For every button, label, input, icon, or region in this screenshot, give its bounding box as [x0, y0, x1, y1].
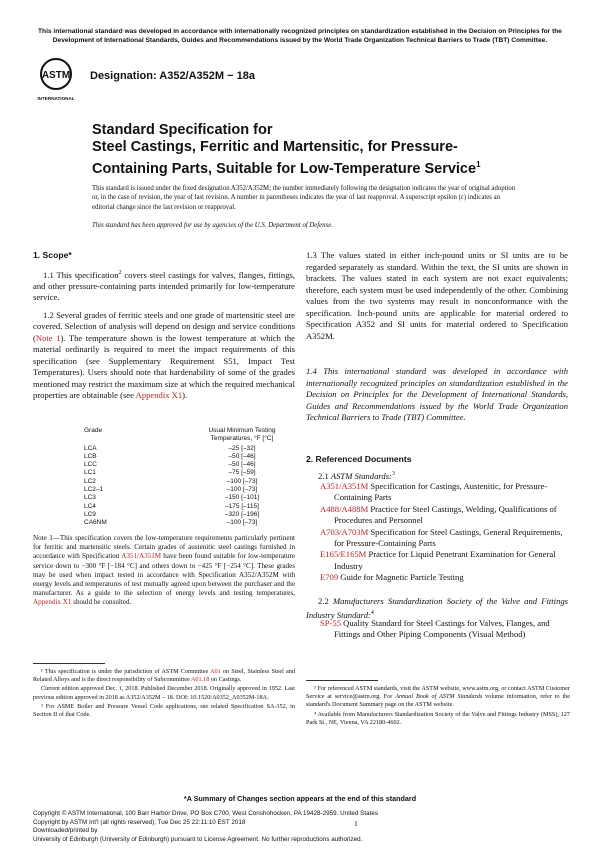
grade-cell: LCB [84, 452, 97, 460]
table-body [60, 445, 290, 528]
astm-reference-list [320, 481, 570, 584]
temperature-cell: –50 [–46] [228, 452, 256, 460]
mss-standard-label: 2.2 Manufacturers Standardization Society of the Valve and Fittings Industry Standard:$^4$ [306, 596, 569, 620]
title-line-1: Standard Specification for [92, 122, 273, 138]
references-heading: 2. Referenced Documents [306, 454, 412, 464]
grade-cell: CA6NM [84, 519, 107, 527]
astm-standards-label: 2.1 ASTM Standards:$^3$ [318, 470, 395, 481]
reference-title: Specification for Castings, Austenitic, for Pressure-Containing Parts [334, 481, 548, 503]
para-1-1: 1.1 This specification$^2$ covers steel castings for valves, flanges, fittings, and other pressure-containing parts intended primarily for low-temperature service. [33, 269, 295, 303]
scope-section [33, 250, 295, 402]
reference-code-link[interactable]: A351/A351M [320, 481, 369, 491]
table-row [60, 486, 290, 494]
mss-reference: SP-55 Quality Standard for Steel Castings for Valves, Flanges, and Fittings and Other Piping Components (Visual Method) [320, 618, 550, 640]
para-1-4: 1.4 This international standard was developed in accordance with internationally recognized principles on standardization established in the Decision on Principles for the Development of International Standards, Guides and Recommendations issued by the World Trade Organization Technical Barriers to Trade (TBT) Committee. [306, 366, 568, 422]
appendix-x1-link[interactable]: Appendix X1 [135, 390, 183, 401]
title-line-3: Containing Parts, Suitable for Low-Temperature Service$^1$ [92, 160, 481, 177]
designation: Designation: A352/A352M − 18a [90, 70, 255, 82]
svg-text:INTERNATIONAL: INTERNATIONAL [37, 96, 75, 101]
document-title [92, 122, 522, 178]
grade-cell: LC3 [84, 494, 96, 502]
para-1-2: 1.2 Several grades of ferritic steels and one grade of martensitic steel are covered. Selection of analysis will depend on design and service conditions (Note 1). The temperature shown is the lowest temperature at which the material ordinarily is required to meet the impact requirements of this specification (see Supplementary Requirement S51, Impact Test Temperatures). Users should note that hardenability of some of the grades mentioned may restrict the maximum size at which the required mechanical properties are obtainable (see Appendix X1). [33, 309, 295, 401]
copyright-line: Copyright © ASTM International, 100 Barr Harbor Drive, PO Box C700, West Conshohocken, PA 19428-2959. United States [33, 810, 378, 817]
reference-item [320, 549, 570, 572]
reference-item [320, 504, 570, 527]
table-row [60, 478, 290, 486]
tbt-notice: This international standard was developed in accordance with internationally recognized principles on standardization established in the Decision on Principles for the Development of International Standards, Guides and Recommendations issued by the World Trade Organization Technical Barriers to Trade (TBT) Committee. [38, 28, 562, 44]
grade-cell: LCA [84, 444, 97, 452]
footnote-3: ³ For referenced ASTM standards, visit the ASTM website, www.astm.org, or contact ASTM Customer Service at service@astm.org. For Annual Book of ASTM Standards volume information, refer to the standard's Document Summary page on the ASTM website. [306, 685, 571, 709]
temperature-cell: –150 [–101] [224, 494, 260, 502]
reference-title: Practice for Steel Castings, Welding, Qualifications of Procedures and Personnel [334, 503, 557, 526]
download-line-1: Copyright by ASTM Int'l (all rights reserved); Tue Dec 25 22:11:10 EST 2018 [33, 818, 246, 826]
a01-18-link[interactable]: A01.18 [190, 676, 210, 684]
temperature-cell: –100 [–73] [226, 486, 258, 494]
temperature-cell: –100 [–73] [226, 519, 258, 527]
grade-cell: LCC [84, 461, 98, 469]
footnote-1: ¹ This specification is under the jurisdiction of ASTM Committee A01 on Steel, Stainless Steel and Related Alloys and is the direct responsibility of Subcommittee A01.18 on Castings. [33, 668, 295, 684]
temperature-cell: –320 [–196] [224, 510, 260, 518]
page-number: 1 [354, 819, 358, 828]
reference-code-link[interactable]: E165/E165M [320, 549, 367, 560]
summary-of-changes: *A Summary of Changes section appears at the end of this standard [183, 794, 417, 803]
temperature-cell: –25 [–32] [228, 444, 256, 452]
temp-header: Usual Minimum Testing Temperatures, °F [°C] [208, 427, 276, 443]
appendix-x1-link-2[interactable]: Appendix X1 [33, 598, 72, 607]
table-row [60, 461, 290, 469]
temperature-cell: –75 [–59] [228, 469, 256, 477]
table-row [60, 503, 290, 511]
table-row [60, 469, 290, 477]
reference-item [320, 527, 570, 550]
grade-cell: LC2–1 [84, 486, 104, 494]
grade-cell: LC9 [84, 510, 96, 518]
footnote-4: ⁴ Available from Manufacturers Standardization Society of the Valve and Fittings Industry (MSS), 127 Park St., NE, Vienna, VA 22180-4602. [306, 710, 570, 726]
para-1-3: 1.3 The values stated in either inch-pound units or SI units are to be regarded separately as standard. Within the text, the SI units are shown in brackets. The values stated in each system are not exact equivalents; therefore, each system must be used independently of the other. Combining values from the two systems may result in nonconformance with the specification. Inch-pound units are applicable for material ordered to Specification A352 and SI units for material ordered to Specification A352M. [306, 250, 568, 341]
scope-heading: 1. Scope* [33, 250, 72, 260]
grade-temperature-table [60, 427, 290, 528]
astm-logo [36, 56, 76, 106]
title-line-2: Steel Castings, Ferritic and Martensitic, for Pressure- [92, 139, 458, 155]
footnote-1-edition: Current edition approved Dec. 1, 2018. Published December 2018. Originally approved in 1952. Last previous edition approved in 2018 as A352/A352M – 18. DOI: 10.1520/A0352_A0352M-18A. [33, 685, 295, 701]
reference-title: Practice for Liquid Penetrant Examination for General Industry [334, 549, 556, 571]
title-footnote-ref[interactable]: 1 [476, 160, 481, 169]
dod-approval: This standard has been approved for use by agencies of the U.S. Department of Defense. [92, 222, 333, 229]
reference-code-link[interactable]: E709 [320, 572, 339, 583]
download-line-2: Downloaded/printed by [33, 827, 98, 835]
table-row [60, 494, 290, 502]
temperature-cell: –50 [–46] [228, 461, 256, 469]
table-header [60, 427, 290, 444]
svg-text:ASTM: ASTM [41, 70, 71, 81]
table-row [60, 519, 290, 527]
reference-title: Guide for Magnetic Particle Testing [338, 572, 464, 583]
temperature-cell: –175 [–115] [225, 502, 259, 510]
reference-item [320, 572, 570, 583]
temperature-cell: –100 [–73] [226, 477, 258, 485]
grade-cell: LC2 [84, 477, 96, 485]
a01-link[interactable]: A01 [210, 668, 221, 675]
sp-55-link[interactable]: SP-55 [320, 618, 342, 628]
copyright-block [33, 810, 573, 844]
a351-link[interactable]: A351/A351M [121, 552, 162, 561]
table-row [60, 445, 290, 453]
reference-code-link[interactable]: A703/A703M [320, 526, 369, 537]
footnote-rule-left [33, 663, 105, 664]
reference-title: Specification for Steel Castings, General Requirements, for Pressure-Containing Parts [334, 526, 563, 549]
footnote-2: ² For ASME Boiler and Pressure Vessel Code applications, see related Specification SA-352, in Section II of that Code. [33, 702, 295, 719]
grade-cell: LC1 [84, 469, 96, 477]
note-1: Note 1—This specification covers the low-temperature requirements particularly pertinent for ferritic and martensitic steels. Certain grades of austenitic steel castings furnished in accordance with Specification A351/A351M have been found suitable for low-temperature service down to −300 °F [−184 °C] and others down to −425 °F [−254 °C]. These grades may be used when impact tested in accordance with Specification A352/A352M with energy levels and temperatures of test mutually agreed upon between the purchaser and the manufacturer. As a guide to the selection of energy levels and testing temperatures, Appendix X1 should be consulted. [33, 534, 295, 607]
footnote-rule-right [306, 680, 378, 681]
issuance-statement: This standard is issued under the fixed designation A352/A352M; the number immediately following the designation indicates the year of original adoption or, in the case of revision, the year of last revision. A number in parentheses indicates the year of last reapproval. A superscript epsilon (ε) indicates an editorial change since the last revision or reapproval. [92, 185, 516, 211]
download-line-3: University of Edinburgh (University of Edinburgh) pursuant to License Agreement. No further reproductions authorized. [33, 835, 363, 843]
footnotes-right [306, 685, 570, 727]
reference-code-link[interactable]: A488/A488M [320, 503, 369, 514]
table-row [60, 453, 290, 461]
reference-item [320, 481, 570, 504]
note-1-link[interactable]: Note 1 [35, 332, 61, 343]
grade-cell: LC4 [84, 502, 96, 510]
table-row [60, 511, 290, 519]
footnotes-left [33, 668, 295, 719]
grade-header: Grade [84, 427, 103, 434]
